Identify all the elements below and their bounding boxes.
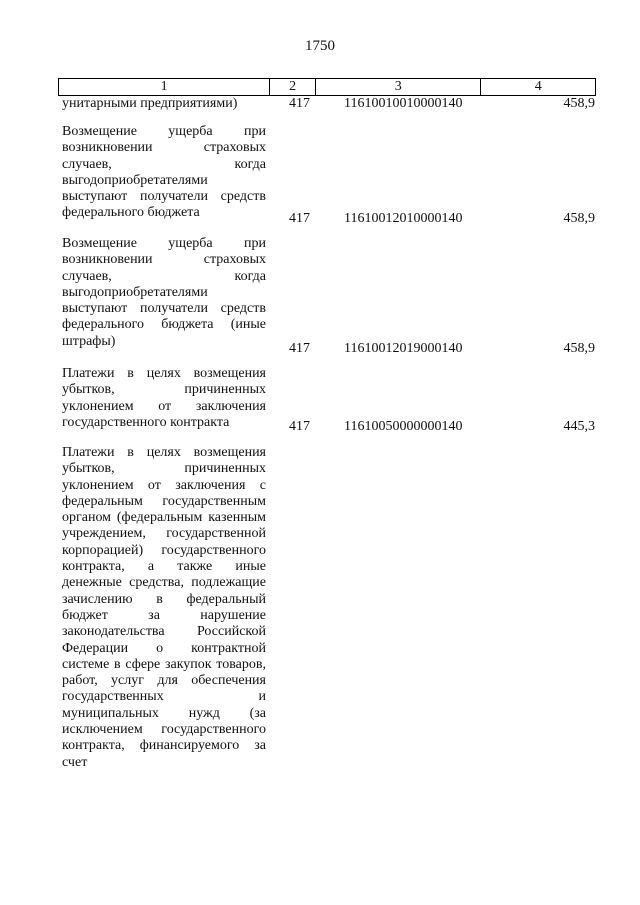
row-admin-code: 417: [289, 419, 310, 434]
row-kbk-code: 11610050000000140: [344, 419, 463, 434]
row-amount: 458,9: [563, 341, 595, 356]
header-col-4: 4: [534, 79, 542, 94]
row-kbk-code: 11610012010000140: [344, 211, 463, 226]
row-amount: 458,9: [563, 96, 595, 111]
row-admin-code: 417: [289, 211, 310, 226]
row-admin-code: 417: [289, 341, 310, 356]
row-description: Платежи в целях возмещения убытков, причиненных уклонением от заключения с федеральным государственным органом (федеральным казенным учреждением, государственной корпорацией) государственного контракта, а также иные денежные средства, подлежащие зачислению в федеральный бюджет за нарушение законодательства Российской Федерации о контрактной системе в сфере закупок товаров, работ, услуг для обеспечения государственных и муниципальных нужд (за исключением государственного контракта, финансируемого за счет: [62, 445, 266, 770]
row-description: Возмещение ущерба при возникновении страховых случаев, когда выгодоприобретателями выступают получатели средств федерального бюджета (иные штрафы): [62, 236, 266, 349]
row-admin-code: 417: [289, 96, 310, 111]
row-amount: 458,9: [563, 211, 595, 226]
row-description: унитарными предприятиями): [62, 96, 238, 111]
row-description: Возмещение ущерба при возникновении страховых случаев, когда выгодоприобретателями выступают получатели средств федерального бюджета: [62, 124, 266, 221]
header-col-3: 3: [316, 79, 481, 95]
row-amount: 445,3: [563, 419, 595, 434]
table-header: [58, 78, 596, 96]
row-description: Платежи в целях возмещения убытков, причиненных уклонением от заключения государственного контракта: [62, 366, 266, 430]
header-col-1: 1: [59, 79, 270, 95]
row-kbk-code: 11610012019000140: [344, 341, 463, 356]
row-kbk-code: 11610010010000140: [344, 96, 463, 111]
header-col-2: 2: [270, 79, 316, 95]
page-number: 1750: [305, 38, 335, 54]
